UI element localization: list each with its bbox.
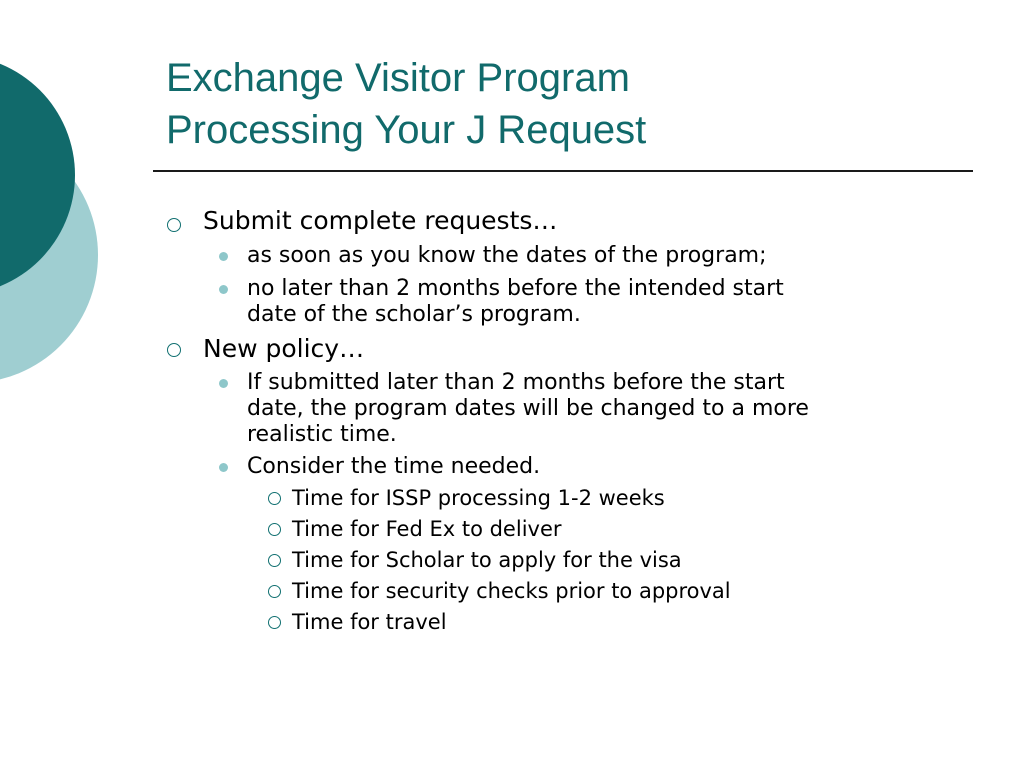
hollow-circle-bullet	[268, 492, 281, 505]
sub-bullet-asap: as soon as you know the dates of the program;	[247, 243, 767, 268]
sub-bullet-two-months-line2: date of the scholar’s program.	[247, 302, 581, 327]
hollow-circle-bullet	[167, 343, 181, 357]
time-item-security: Time for security checks prior to approval	[292, 579, 731, 603]
title-line-2: Processing Your J Request	[166, 108, 647, 152]
hollow-circle-bullet	[268, 616, 281, 629]
time-item-issp: Time for ISSP processing 1-2 weeks	[292, 486, 665, 510]
bullet-new-policy: New policy…	[203, 334, 365, 363]
time-item-visa: Time for Scholar to apply for the visa	[292, 548, 682, 572]
square-bullet	[219, 252, 228, 261]
hollow-circle-bullet	[268, 554, 281, 567]
hollow-circle-bullet	[268, 523, 281, 536]
square-bullet	[219, 379, 228, 388]
title-line-1: Exchange Visitor Program	[166, 56, 630, 100]
sub-bullet-two-months-line1: no later than 2 months before the intended start	[247, 276, 784, 301]
hollow-circle-bullet	[167, 218, 181, 232]
square-bullet	[219, 463, 228, 472]
sub-bullet-policy-line1: If submitted later than 2 months before the start	[247, 370, 785, 395]
hollow-circle-bullet	[268, 585, 281, 598]
time-item-fedex: Time for Fed Ex to deliver	[292, 517, 562, 541]
time-item-travel: Time for travel	[292, 610, 447, 634]
sub-bullet-policy-line2: date, the program dates will be changed to a more	[247, 396, 809, 421]
bullet-submit-requests: Submit complete requests…	[203, 206, 558, 235]
sub-bullet-consider-time: Consider the time needed.	[247, 454, 541, 479]
square-bullet	[219, 285, 228, 294]
sub-bullet-policy-line3: realistic time.	[247, 422, 397, 447]
